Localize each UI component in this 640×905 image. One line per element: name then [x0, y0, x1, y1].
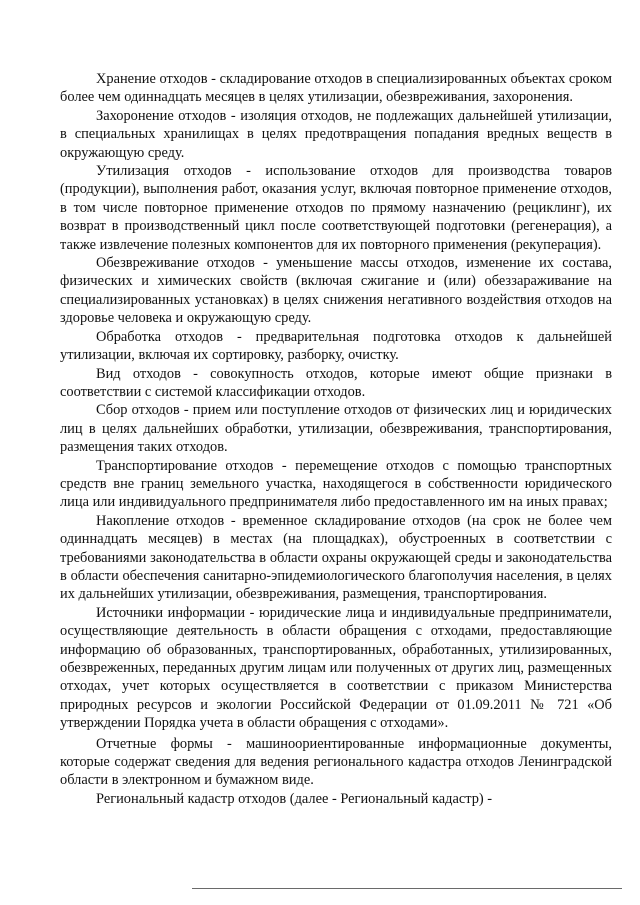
paragraph-collection-definition: Сбор отходов - прием или поступление отходов от физических лиц и юридических лиц в целях дальнейших обработки, утилизации, обезвреживания, транспортирования, размещения таких отходов.: [60, 402, 612, 456]
document-page: [60, 70, 612, 808]
paragraph-accumulation-definition: Накопление отходов - временное складирование отходов (на срок не более чем одиннадцать месяцев) в местах (на площадках), обустроенных в соответствии с требованиями законодательства в области охраны окружающей среды и законодательства в области обеспечения санитарно-эпидемиологического благополучия населения, в целях их дальнейших утилизации, обезвреживания, размещения, транспортирования.: [60, 512, 612, 603]
paragraph-waste-type-definition: Вид отходов - совокупность отходов, которые имеют общие признаки в соответствии с системой классификации отходов.: [60, 365, 612, 400]
paragraph-neutralization-definition: Обезвреживание отходов - уменьшение массы отходов, изменение их состава, физических и химических свойств (включая сжигание и (или) обеззараживание на специализированных установках) в целях снижения негативного воздействия отходов на здоровье человека и окружающую среду.: [60, 255, 612, 327]
footer-rule: [192, 888, 622, 889]
paragraph-regional-cadastre-definition: Региональный кадастр отходов (далее - Региональный кадастр) -: [96, 790, 493, 807]
paragraph-report-forms-definition: Отчетные формы - машиноориентированные информационные документы, которые содержат сведения для ведения регионального кадастра отходов Ленинградской области в электронном и бумажном виде.: [60, 735, 612, 789]
paragraph-storage-definition: Хранение отходов - складирование отходов в специализированных объектах сроком более чем одиннадцать месяцев в целях утилизации, обезвреживания, захоронения.: [60, 71, 612, 106]
paragraph-processing-definition: Обработка отходов - предварительная подготовка отходов к дальнейшей утилизации, включая их сортировку, разборку, очистку.: [60, 328, 612, 364]
paragraph-transportation-definition: Транспортирование отходов - перемещение отходов с помощью транспортных средств вне границ земельного участка, находящегося в собственности юридического лица или индивидуального предпринимателя либо предоставленного им на иных правах;: [60, 457, 612, 511]
paragraph-utilization-definition: Утилизация отходов - использование отходов для производства товаров (продукции), выполнения работ, оказания услуг, включая повторное применение отходов, в том числе повторное применение отходов по прямому назначению (рециклинг), их возврат в производственный цикл после соответствующей подготовки (регенерация), а также извлечение полезных компонентов для их повторного применения (рекуперация).: [60, 163, 612, 253]
paragraph-information-sources-definition: Источники информации - юридические лица и индивидуальные предприниматели, осуществляющие деятельность в области обращения с отходами, предоставляющие информацию об образованных, транспортированных, обработанных, утилизированных, обезвреженных, переданных другим лицам или полученных от других лиц, размещенных отходах, учет которых осуществляется в соответствии с приказом Министерства природных ресурсов и экологии Российской Федерации от 01.09.2011 № 721 «Об утверждении Порядка учета в области обращения с отходами».: [60, 604, 612, 732]
paragraph-burial-definition: Захоронение отходов - изоляция отходов, не подлежащих дальнейшей утилизации, в специальных хранилищах в целях предотвращения попадания вредных веществ в окружающую среду.: [60, 107, 612, 161]
